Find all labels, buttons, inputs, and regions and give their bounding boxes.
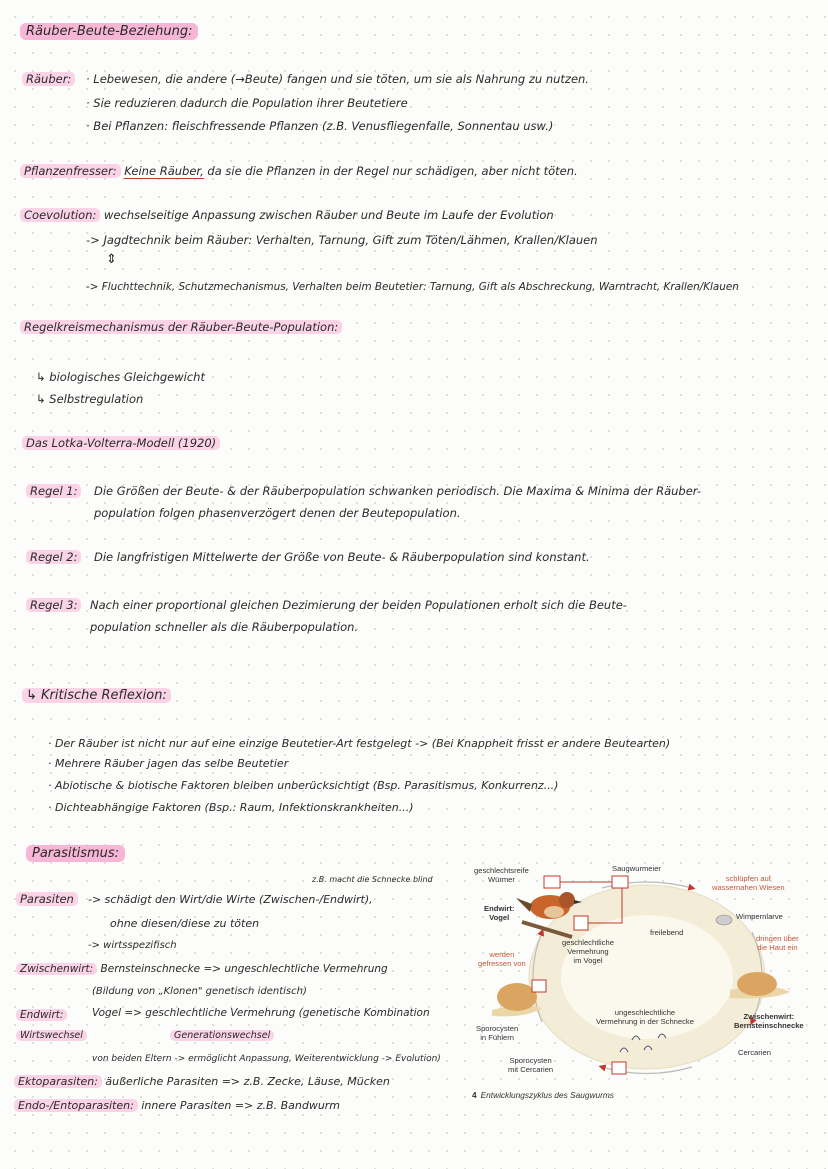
regel-3-line-1: Nach einer proportional gleichen Dezimierung der beiden Populationen erholt sich die Beute- [90, 598, 627, 612]
label-wimpernlarve: Wimpernlarve [736, 912, 783, 921]
label-geschlechtliche: geschlechtliche Vermehrung im Vogel [562, 938, 614, 965]
parasitismus-heading: Parasitismus: [26, 846, 125, 861]
label-saugwurmeier: Saugwurmeier [612, 864, 661, 873]
ekto-row [14, 1074, 390, 1089]
label-schluepfen: schlüpfen auf wassernahen Wiesen [712, 874, 785, 892]
pflanzenfresser-rest: da sie die Pflanzen in der Regel nur schädigen, aber nicht töten. [207, 164, 578, 178]
raeuber-line-1: · Lebewesen, die andere (→Beute) fangen und sie töten, um sie als Nahrung zu nutzen. [86, 72, 589, 86]
page-title: Räuber-Beute-Beziehung: [20, 24, 198, 39]
regel-3-label: Regel 3: [26, 598, 81, 613]
ekto-text: äußerliche Parasiten => z.B. Zecke, Läuse, Mücken [105, 1075, 390, 1088]
generationswechsel-label: Generationswechsel [170, 1028, 274, 1043]
label-endwirt: Endwirt: Vogel [484, 904, 515, 922]
regel-1-line-2: population folgen phasenverzögert denen der Beutepopulation. [94, 506, 461, 520]
parasiten-note: z.B. macht die Schnecke blind [312, 875, 433, 884]
parasiten-label: Parasiten [16, 892, 78, 907]
zwischenwirt-sub: (Bildung von „Klonen" genetisch identisch) [92, 986, 307, 997]
regelkreis-heading: Regelkreismechanismus der Räuber-Beute-Population: [20, 320, 342, 335]
figure-caption-number: 4 [472, 1090, 477, 1100]
label-cercarien: Cercarien [738, 1048, 771, 1057]
label-werden: werden gefressen von [478, 950, 526, 968]
kritik-item-2: · Mehrere Räuber jagen das selbe Beutetier [48, 757, 289, 770]
label-ungeschlechtliche: ungeschlechtliche Vermehrung in der Schnecke [596, 1008, 694, 1026]
ekto-label: Ektoparasiten: [14, 1075, 102, 1088]
kritik-item-1: · Der Räuber ist nicht nur auf eine einzige Beutetier-Art festgelegt -> (Bei Knappheit frisst er andere Beutearten) [48, 737, 671, 750]
label-zwischenwirt: Zwischenwirt: Bernsteinschnecke [734, 1012, 804, 1030]
label-sporocysten-cercarien: Sporocysten mit Cercarien [508, 1056, 554, 1074]
endo-label: Endo-/Entoparasiten: [14, 1099, 138, 1112]
pflanzenfresser-highlight: Keine Räuber, [124, 164, 204, 178]
regel-1-label: Regel 1: [26, 484, 81, 499]
parasiten-line-1: -> schädigt den Wirt/die Wirte (Zwischen-/Endwirt), [88, 893, 373, 906]
coevolution-row [20, 208, 554, 223]
coevolution-line-3: -> Fluchttechnik, Schutzmechanismus, Verhalten beim Beutetier: Tarnung, Gift als Abschreckung, Warntracht, Krallen/Klauen [86, 281, 739, 293]
wirtswechsel-label: Wirtswechsel [16, 1028, 87, 1043]
endwirt-text: Vogel => geschlechtliche Vermehrung (genetische Kombination [92, 1007, 430, 1019]
endwirt-sub: von beiden Eltern -> ermöglicht Anpassung, Weiterentwicklung -> Evolution) [92, 1054, 441, 1064]
raeuber-line-2: · Sie reduzieren dadurch die Population ihrer Beutetiere [86, 96, 408, 110]
label-freilebend: freilebend [650, 928, 684, 937]
endo-text: innere Parasiten => z.B. Bandwurm [141, 1099, 341, 1112]
raeuber-line-3: · Bei Pflanzen: fleischfressende Pflanzen (z.B. Venusfliegenfalle, Sonnentau usw.) [86, 119, 554, 133]
pflanzenfresser-label: Pflanzenfresser: [20, 164, 121, 178]
kritik-heading: ↳ Kritische Reflexion: [22, 688, 171, 703]
endwirt-label: Endwirt: [16, 1008, 67, 1023]
zwischenwirt-label: Zwischenwirt: [16, 963, 97, 975]
zwischenwirt-text: Bernsteinschnecke => ungeschlechtliche Vermehrung [100, 963, 388, 975]
lifecycle-figure [472, 862, 810, 1108]
regel-3-line-2: population schneller als die Räuberpopulation. [90, 620, 359, 634]
zwischenwirt-row [16, 962, 388, 977]
figure-caption-text: Entwicklungszyklus des Saugwurms [480, 1090, 614, 1100]
kritik-item-3: · Abiotische & biotische Faktoren bleiben unberücksichtigt (Bsp. Parasitismus, Konkurrenz...) [48, 779, 559, 792]
kritik-item-4: · Dichteabhängige Faktoren (Bsp.: Raum, Infektionskrankheiten...) [48, 801, 414, 814]
larva-illustration [716, 915, 732, 925]
lotka-heading: Das Lotka-Volterra-Modell (1920) [22, 436, 220, 451]
regel-2-label: Regel 2: [26, 550, 81, 565]
label-geschlechtsreife: geschlechtsreife Würmer [474, 866, 529, 884]
coevolution-line-2: -> Jagdtechnik beim Räuber: Verhalten, Tarnung, Gift zum Töten/Lähmen, Krallen/Klauen [86, 233, 598, 247]
endo-row [14, 1098, 340, 1113]
coevolution-line-1: wechselseitige Anpassung zwischen Räuber und Beute im Laufe der Evolution [104, 208, 554, 222]
regel-1-line-1: Die Größen der Beute- & der Räuberpopulation schwanken periodisch. Die Maxima & Minima der Räuber- [94, 484, 702, 498]
figure-caption [472, 1090, 614, 1100]
regel-2-text: Die langfristigen Mittelwerte der Größe von Beute- & Räuberpopulation sind konstant. [94, 550, 590, 564]
label-sporocysten: Sporocysten in Fühlern [476, 1024, 519, 1042]
pflanzenfresser-row [20, 164, 578, 179]
regelkreis-item-1: ↳ biologisches Gleichgewicht [36, 370, 205, 384]
coevolution-label: Coevolution: [20, 208, 100, 222]
parasiten-line-2: ohne diesen/diese zu töten [110, 917, 260, 930]
label-dringen: dringen über die Haut ein [756, 934, 799, 952]
double-arrow-icon: ⇕ [106, 252, 117, 267]
raeuber-label: Räuber: [22, 72, 75, 87]
parasiten-line-3: -> wirtsspezifisch [88, 940, 177, 951]
regelkreis-item-2: ↳ Selbstregulation [36, 392, 144, 406]
